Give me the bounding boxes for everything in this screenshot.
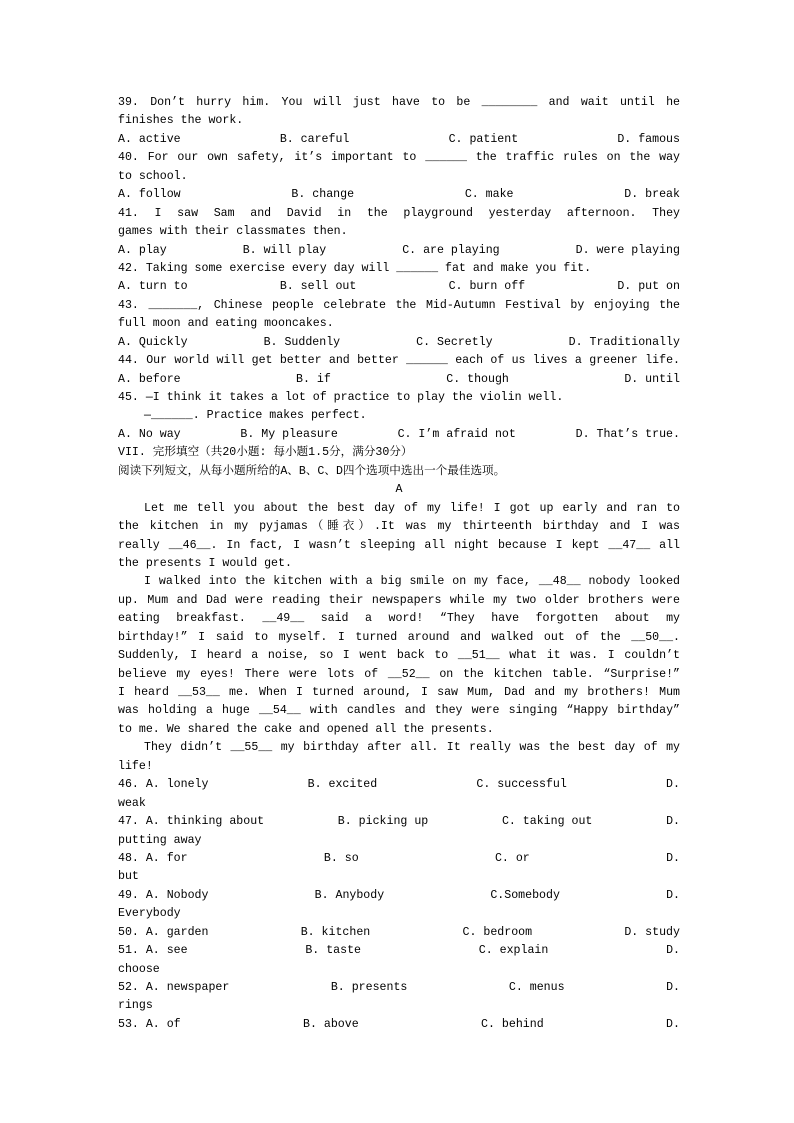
options-row [118, 942, 680, 960]
passage-line: up. Mum and Dad were reading their newspapers while my two older brothers were [118, 593, 680, 607]
option-continuation-line: choose [118, 962, 160, 976]
option-item: D. [666, 888, 680, 902]
option-item: D. [666, 778, 680, 792]
option-item: C. explain [478, 944, 549, 958]
passage-line: Let me tell you about the best day of my life! I got up early and ran to [144, 501, 680, 515]
passage-line: was holding a huge __54__ with candles and they were singing “Happy birthday” [118, 704, 680, 718]
question-line: —______. Practice makes perfect. [144, 409, 367, 423]
option-item: A. turn to [118, 280, 188, 294]
option-item: D. break [624, 188, 680, 202]
option-item: C.Somebody [490, 888, 560, 902]
section-heading: VII. 完形填空（共20小题: 每小题1.5分，满分30分） [118, 446, 413, 460]
option-item: A. play [118, 243, 167, 257]
option-item: B. Anybody [314, 888, 385, 902]
option-item: C. successful [476, 778, 567, 792]
option-item: A. Quickly [118, 335, 188, 349]
options-row [118, 979, 680, 997]
option-item: D. put on [617, 280, 680, 294]
option-item: C. taking out [501, 815, 593, 829]
passage-line: birthday!” I said to myself. I turned around and walked out of the __50__. [118, 630, 680, 644]
option-item: D. [666, 981, 680, 994]
option-item: D. That’s true. [575, 427, 680, 441]
passage-line: really __46__. In fact, I wasn’t sleeping all night because I kept __47__ all [118, 538, 680, 552]
option-item: B. excited [307, 778, 378, 792]
option-item: B. if [296, 372, 331, 386]
option-item: B. taste [305, 944, 361, 958]
passage-line: I walked into the kitchen with a big smile on my face, __48__ nobody looked [144, 575, 680, 589]
passage-line: the kitchen in my pyjamas（睡衣）.It was my thirteenth birthday and I was [118, 520, 680, 534]
option-item: D. Traditionally [568, 335, 680, 349]
option-continuation-line: but [118, 870, 139, 884]
option-item: C. Secretly [416, 335, 493, 349]
passage-line: Suddenly, I heard a noise, so I went back to __51__ what it was. I couldn’t [118, 649, 680, 663]
options-row [118, 186, 680, 204]
passage-line: I heard __53__ me. When I turned around, I saw Mum, Dad and my brothers! Mum [118, 686, 680, 699]
option-item: C. or [494, 851, 530, 865]
option-continuation-line: rings [118, 999, 153, 1013]
question-line: to school. [118, 169, 188, 183]
option-item: C. menus [508, 981, 565, 994]
question-line: games with their classmates then. [118, 225, 348, 239]
option-item: D. [666, 851, 680, 865]
option-item: D. were playing [575, 243, 680, 257]
option-item: C. patient [448, 132, 519, 146]
option-item: B. presents [330, 981, 408, 994]
option-item: A. active [118, 132, 181, 146]
option-item: 52. A. newspaper [118, 981, 230, 994]
option-item: 53. A. of [118, 1017, 181, 1031]
option-item: B. Suddenly [263, 335, 341, 349]
option-item: B. change [291, 188, 355, 202]
option-continuation-line: Everybody [118, 907, 181, 921]
options-row [118, 887, 680, 905]
question-line: 42. Taking some exercise every day will ______ fat and make you fit. [118, 261, 592, 275]
option-item: B. will play [242, 243, 327, 257]
option-item: 48. A. for [118, 851, 188, 865]
question-line: 39. Don’t hurry him. You will just have to be ________ and wait until he [118, 96, 680, 109]
option-item: A. before [118, 372, 181, 386]
option-item: D. study [624, 925, 680, 939]
option-item: C. burn off [448, 280, 526, 294]
options-row [118, 131, 680, 149]
option-item: 49. A. Nobody [118, 888, 209, 902]
passage-line: life! [118, 759, 153, 773]
passage-line: the presents I would get. [118, 556, 292, 570]
options-row [118, 278, 680, 296]
question-line: 40. For our own safety, it’s important to ______ the traffic rules on the way [118, 151, 680, 165]
question-line: finishes the work. [118, 114, 244, 128]
options-row [118, 334, 680, 352]
option-item: C. behind [481, 1017, 544, 1031]
question-line: 45. —I think it takes a lot of practice to play the violin well. [118, 391, 564, 404]
option-item: B. careful [279, 132, 350, 146]
option-item: C. bedroom [462, 925, 533, 939]
question-line: 43. _______, Chinese people celebrate the Mid-Autumn Festival by enjoying the [118, 298, 680, 312]
document-body [118, 94, 680, 1034]
options-row [118, 371, 680, 389]
option-item: 51. A. see [118, 944, 188, 958]
question-line: 44. Our world will get better and better ______ each of us lives a greener life. [118, 354, 680, 368]
option-continuation-line: putting away [118, 833, 202, 847]
option-item: A. No way [118, 427, 181, 441]
options-row [118, 242, 680, 260]
passage-line: believe my eyes! There were lots of __52__ on the kitchen table. “Surprise!” [118, 667, 680, 681]
option-item: D. [666, 815, 680, 829]
options-row [118, 426, 680, 444]
option-item: C. I’m afraid not [397, 427, 516, 441]
option-item: 50. A. garden [118, 925, 209, 939]
option-item: C. though [446, 372, 509, 386]
option-item: B. sell out [279, 280, 357, 294]
option-continuation-line: weak [118, 796, 146, 810]
option-item: 46. A. lonely [118, 778, 209, 792]
passage-label: A [395, 483, 403, 497]
options-row [118, 813, 680, 831]
question-line: 阅读下列短文，从每小题所给的A、B、C、D四个选项中选出一个最佳选项。 [118, 464, 506, 478]
options-row [118, 924, 680, 942]
option-item: B. picking up [337, 815, 429, 829]
options-row [118, 850, 680, 868]
question-line: 41. I saw Sam and David in the playground yesterday afternoon. They [118, 206, 680, 220]
option-item: C. make [464, 188, 514, 202]
option-item: D. famous [617, 132, 680, 146]
passage-line: They didn’t __55__ my birthday after all. It really was the best day of my [144, 741, 680, 755]
option-item: D. until [624, 372, 680, 386]
option-item: 47. A. thinking about [118, 815, 265, 829]
options-row [118, 1016, 680, 1034]
passage-line: eating breakfast. __49__ said a word! “They have forgotten about my [118, 612, 680, 626]
option-item: D. [666, 1017, 680, 1031]
options-row [118, 776, 680, 794]
option-item: A. follow [118, 188, 181, 202]
question-line: full moon and eating mooncakes. [118, 317, 334, 331]
option-item: B. above [303, 1017, 359, 1031]
option-item: C. are playing [402, 243, 500, 257]
option-item: B. My pleasure [240, 427, 338, 441]
option-item: D. [666, 944, 680, 958]
option-item: B. so [323, 851, 359, 865]
option-item: B. kitchen [300, 925, 371, 939]
passage-line: to me. We shared the cake and opened all the presents. [118, 722, 494, 736]
